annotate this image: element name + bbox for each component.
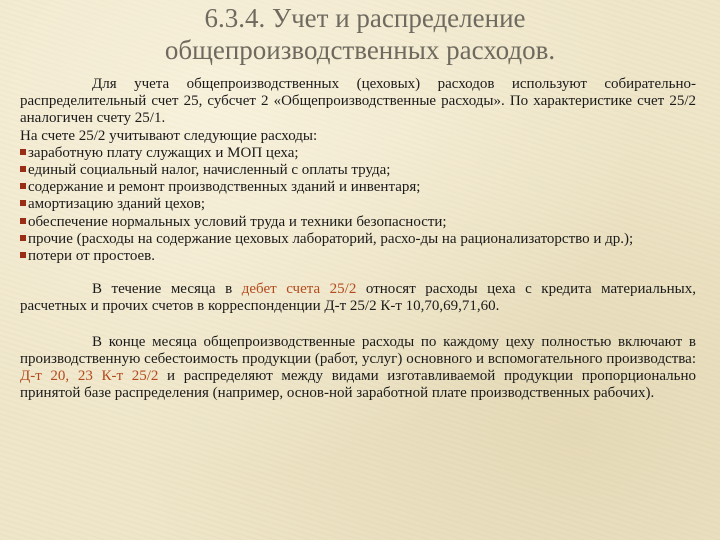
list-item xyxy=(20,248,696,265)
debit-account-highlight: дебет счета 25/2 xyxy=(241,281,357,298)
expense-list xyxy=(20,145,696,265)
list-item xyxy=(20,162,696,179)
slide-body xyxy=(20,76,696,402)
list-item-text: потери от простоев. xyxy=(28,248,156,265)
square-bullet-icon xyxy=(20,166,26,172)
list-item xyxy=(20,231,696,248)
list-item-text: амортизацию зданий цехов; xyxy=(28,196,206,213)
square-bullet-icon xyxy=(20,218,26,224)
list-item-text: обеспечение нормальных условий труда и техники безопасности; xyxy=(28,213,447,230)
square-bullet-icon xyxy=(20,200,26,206)
square-bullet-icon xyxy=(20,149,26,155)
title-line-1: 6.3.4. Учет и распределение xyxy=(204,3,526,33)
list-item-text: заработную плату служащих и МОП цеха; xyxy=(28,144,299,161)
month-end-text-after: и распределяют между видами изготавливаемой продукции пропорционально принятой базе распределения (например, основ-ной заработной плате производственных рабочих). xyxy=(20,368,696,402)
entry-highlight: Д-т 20, 23 К-т 25/2 xyxy=(20,368,159,385)
list-item-text: прочие (расходы на содержание цеховых лабораторий, расхо-ды на рационализаторство и др.); xyxy=(28,230,634,247)
list-item-text: единый социальный налог, начисленный с оплаты труда; xyxy=(28,162,391,179)
debit-text-before: В течение месяца в xyxy=(92,281,242,298)
debit-text-after: относят расходы цеха с кредита материальных, расчетных и прочих счетов в корреспонденции Д-т 25/2 К-т 10,70,69,71,60. xyxy=(20,281,697,315)
list-item xyxy=(20,196,696,213)
square-bullet-icon xyxy=(20,235,26,241)
month-end-text-before: В конце месяца общепроизводственные расходы по каждому цеху полностью включают в производственную себестоимость продукции (работ, услуг) основного и вспомогательного производства: xyxy=(20,333,696,367)
square-bullet-icon xyxy=(20,252,26,258)
intro-paragraph: Для учета общепроизводственных (цеховых) расходов используют собирательно-распределительный счет 25, субсчет 2 «Общепроизводственные расходы». По характеристике счет 25/2 аналогичен счету 25/1. xyxy=(20,76,696,127)
list-item xyxy=(20,145,696,162)
list-item-text: содержание и ремонт производственных зданий и инвентаря; xyxy=(28,179,421,196)
square-bullet-icon xyxy=(20,183,26,189)
list-item xyxy=(20,214,696,231)
title-line-2: общепроизводственных расходов. xyxy=(164,35,556,65)
month-end-paragraph xyxy=(20,334,696,403)
list-item xyxy=(20,179,696,196)
list-heading: На счете 25/2 учитывают следующие расходы: xyxy=(20,127,318,144)
slide-title xyxy=(0,2,720,66)
debit-paragraph xyxy=(20,281,696,315)
